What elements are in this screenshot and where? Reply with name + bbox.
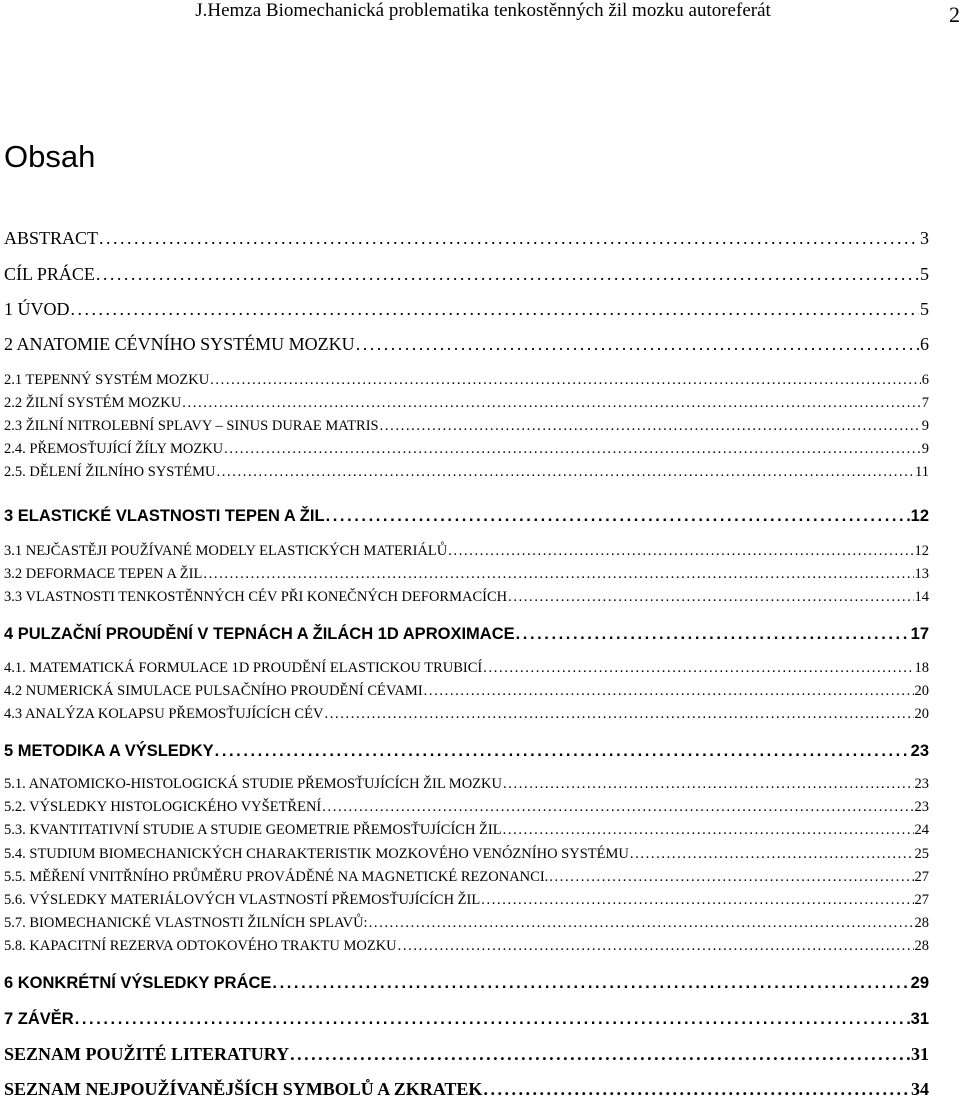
toc-entry-text: 2.5. DĚLENÍ ŽILNÍHO SYSTÉMU xyxy=(4,464,216,480)
toc-entry-chapter-2[interactable] xyxy=(4,333,929,355)
toc-dot-leader xyxy=(481,891,913,909)
toc-page-number: 20 xyxy=(914,683,929,699)
toc-page-number: 11 xyxy=(915,464,929,480)
toc-entry-chapter-4[interactable] xyxy=(4,623,929,645)
toc-page-number: 29 xyxy=(910,974,929,992)
toc-entry-5-7[interactable] xyxy=(4,914,929,932)
toc-dot-leader xyxy=(356,333,919,355)
toc-page-number: 23 xyxy=(914,799,929,815)
toc-dot-leader xyxy=(483,659,913,677)
toc-page-number: 23 xyxy=(914,776,929,792)
toc-dot-leader xyxy=(272,972,909,994)
toc-entry-text: 5.4. STUDIUM BIOMECHANICKÝCH CHARAKTERISTIK MOZKOVÉHO VENÓZNÍHO SYSTÉMU xyxy=(4,846,629,862)
toc-page-number: 31 xyxy=(910,1010,929,1028)
toc-dot-leader xyxy=(483,1078,910,1100)
toc-entry-3-2[interactable] xyxy=(4,565,929,583)
toc-dot-leader xyxy=(75,1008,910,1030)
toc-entry-text: 2.1 TEPENNÝ SYSTÉM MOZKU xyxy=(4,372,210,388)
toc-dot-leader xyxy=(630,845,914,863)
toc-entry-text: 2 ANATOMIE CÉVNÍHO SYSTÉMU MOZKU xyxy=(4,334,355,354)
toc-page-number: 31 xyxy=(911,1044,929,1064)
toc-dot-leader xyxy=(203,565,913,583)
toc-entry-text: CÍL PRÁCE xyxy=(4,264,95,284)
toc-dot-leader xyxy=(369,914,914,932)
toc-entry-text: 7 ZÁVĚR xyxy=(4,1010,74,1028)
toc-entry-2-1[interactable] xyxy=(4,371,929,389)
toc-page-number: 27 xyxy=(914,892,929,908)
toc-entry-text: 5.3. KVANTITATIVNÍ STUDIE A STUDIE GEOMETRIE PŘEMOSŤUJÍCÍCH ŽIL xyxy=(4,822,502,838)
toc-dot-leader xyxy=(224,440,921,458)
toc-entry-text: SEZNAM NEJPOUŽÍVANĚJŠÍCH SYMBOLŮ A ZKRATEK xyxy=(4,1079,483,1099)
toc-dot-leader xyxy=(322,798,913,816)
toc-page-number: 9 xyxy=(921,441,929,457)
toc-entry-text: ABSTRACT xyxy=(4,228,99,248)
toc-dot-leader xyxy=(324,705,913,723)
toc-entry-2-4[interactable] xyxy=(4,440,929,458)
page-title: Obsah xyxy=(4,139,96,174)
toc-dot-leader xyxy=(326,505,910,527)
toc-page-number: 14 xyxy=(914,589,929,605)
toc-dot-leader xyxy=(99,227,919,249)
toc-entry-text: 5.6. VÝSLEDKY MATERIÁLOVÝCH VLASTNOSTÍ PŘEMOSŤUJÍCÍCH ŽIL xyxy=(4,892,481,908)
toc-page-number: 28 xyxy=(914,915,929,931)
toc-entry-5-8[interactable] xyxy=(4,937,929,955)
toc-page-number: 28 xyxy=(914,938,929,954)
toc-dot-leader xyxy=(71,298,920,320)
toc-entry-text: 2.4. PŘEMOSŤUJÍCÍ ŽÍLY MOZKU xyxy=(4,441,224,457)
toc-entry-text: 2.2 ŽILNÍ SYSTÉM MOZKU xyxy=(4,395,182,411)
toc-entry-text: 3.2 DEFORMACE TEPEN A ŽIL xyxy=(4,566,203,582)
toc-entry-abstract[interactable] xyxy=(4,227,929,249)
toc-entry-text: 2.3 ŽILNÍ NITROLEBNÍ SPLAVY – SINUS DURAE MATRIS xyxy=(4,418,379,434)
toc-page-number: 27 xyxy=(914,869,929,885)
toc-entry-chapter-7[interactable] xyxy=(4,1008,929,1030)
toc-page-number: 5 xyxy=(920,264,929,284)
toc-entry-text: 3 ELASTICKÉ VLASTNOSTI TEPEN A ŽIL xyxy=(4,507,325,525)
toc-entry-5-3[interactable] xyxy=(4,821,929,839)
toc-page-number: 17 xyxy=(910,625,929,643)
toc-entry-2-3[interactable] xyxy=(4,417,929,435)
toc-entry-5-1[interactable] xyxy=(4,775,929,793)
toc-entry-text: 5.7. BIOMECHANICKÉ VLASTNOSTI ŽILNÍCH SPLAVŮ: xyxy=(4,915,368,931)
toc-entry-2-5[interactable] xyxy=(4,463,929,481)
toc-entry-uvod[interactable] xyxy=(4,298,929,320)
toc-entry-text: 5.2. VÝSLEDKY HISTOLOGICKÉHO VYŠETŘENÍ xyxy=(4,799,322,815)
toc-dot-leader xyxy=(398,937,914,955)
toc-dot-leader xyxy=(210,371,921,389)
toc-page-number: 7 xyxy=(921,395,929,411)
toc-entry-text: 5.1. ANATOMICKO-HISTOLOGICKÁ STUDIE PŘEMOSŤUJÍCÍCH ŽIL MOZKU xyxy=(4,776,502,792)
toc-entry-chapter-3[interactable] xyxy=(4,505,929,527)
toc-page-number: 12 xyxy=(914,543,929,559)
toc-dot-leader xyxy=(549,868,913,886)
toc-dot-leader xyxy=(215,740,910,762)
running-header-title: J.Hemza Biomechanická problematika tenkostěnných žil mozku autoreferát xyxy=(195,0,771,21)
toc-entry-5-2[interactable] xyxy=(4,798,929,816)
toc-entry-text: 4 PULZAČNÍ PROUDĚNÍ V TEPNÁCH A ŽILÁCH 1D APROXIMACE xyxy=(4,625,515,643)
toc-page-number: 6 xyxy=(920,334,929,354)
toc-dot-leader xyxy=(448,542,913,560)
toc-entry-text: 3.1 NEJČASTĚJI POUŽÍVANÉ MODELY ELASTICKÝCH MATERIÁLŮ xyxy=(4,543,448,559)
toc-dot-leader xyxy=(96,263,919,285)
toc-page-number: 25 xyxy=(914,846,929,862)
toc-entry-2-2[interactable] xyxy=(4,394,929,412)
toc-page-number: 24 xyxy=(914,822,929,838)
toc-page-number: 12 xyxy=(910,507,929,525)
toc-entry-text: 4.3 ANALÝZA KOLAPSU PŘEMOSŤUJÍCÍCH CÉV xyxy=(4,706,324,722)
toc-dot-leader xyxy=(290,1043,910,1065)
toc-entry-bibliography[interactable] xyxy=(4,1043,929,1065)
toc-entry-5-6[interactable] xyxy=(4,891,929,909)
toc-entry-4-1[interactable] xyxy=(4,659,929,677)
toc-entry-text: 4.2 NUMERICKÁ SIMULACE PULSAČNÍHO PROUDĚNÍ CÉVAMI xyxy=(4,683,423,699)
toc-entry-text: 4.1. MATEMATICKÁ FORMULACE 1D PROUDĚNÍ ELASTICKOU TRUBICÍ xyxy=(4,660,483,676)
toc-entry-text: 5.8. KAPACITNÍ REZERVA ODTOKOVÉHO TRAKTU MOZKU xyxy=(4,938,397,954)
toc-entry-4-2[interactable] xyxy=(4,682,929,700)
toc-page-number: 6 xyxy=(921,372,929,388)
toc-dot-leader xyxy=(516,623,910,645)
toc-page-number: 5 xyxy=(920,299,929,319)
page-number: 2 xyxy=(949,2,960,27)
toc-entry-3-3[interactable] xyxy=(4,588,929,606)
toc-page-number: 23 xyxy=(910,742,929,760)
toc-entry-5-5[interactable] xyxy=(4,868,929,886)
toc-page-number: 18 xyxy=(914,660,929,676)
toc-entry-chapter-6[interactable] xyxy=(4,972,929,994)
toc-entry-3-1[interactable] xyxy=(4,542,929,560)
toc-entry-cil-prace[interactable] xyxy=(4,263,929,285)
toc-dot-leader xyxy=(216,463,914,481)
toc-page-number: 3 xyxy=(920,228,929,248)
toc-page-number: 13 xyxy=(914,566,929,582)
toc-dot-leader xyxy=(380,417,921,435)
toc-entry-text: 3.3 VLASTNOSTI TENKOSTĚNNÝCH CÉV PŘI KONEČNÝCH DEFORMACÍCH xyxy=(4,589,508,605)
toc-entry-text: 5.5. MĚŘENÍ VNITŘNÍHO PRŮMĚRU PROVÁDĚNÉ NA MAGNETICKÉ REZONANCI. xyxy=(4,869,549,885)
toc-entry-text: 1 ÚVOD xyxy=(4,299,70,319)
toc-dot-leader xyxy=(424,682,914,700)
toc-entry-symbols[interactable] xyxy=(4,1078,929,1100)
toc-dot-leader xyxy=(508,588,913,606)
toc-dot-leader xyxy=(182,394,921,412)
toc-page-number: 9 xyxy=(921,418,929,434)
toc-dot-leader xyxy=(503,775,914,793)
toc-dot-leader xyxy=(503,821,914,839)
toc-page-number: 20 xyxy=(914,706,929,722)
toc-entry-text: SEZNAM POUŽITÉ LITERATURY xyxy=(4,1044,290,1064)
toc-entry-chapter-5[interactable] xyxy=(4,740,929,762)
toc-entry-text: 6 KONKRÉTNÍ VÝSLEDKY PRÁCE xyxy=(4,974,272,992)
toc-entry-5-4[interactable] xyxy=(4,845,929,863)
toc-entry-4-3[interactable] xyxy=(4,705,929,723)
toc-page-number: 34 xyxy=(911,1079,929,1099)
toc-entry-text: 5 METODIKA A VÝSLEDKY xyxy=(4,742,214,760)
